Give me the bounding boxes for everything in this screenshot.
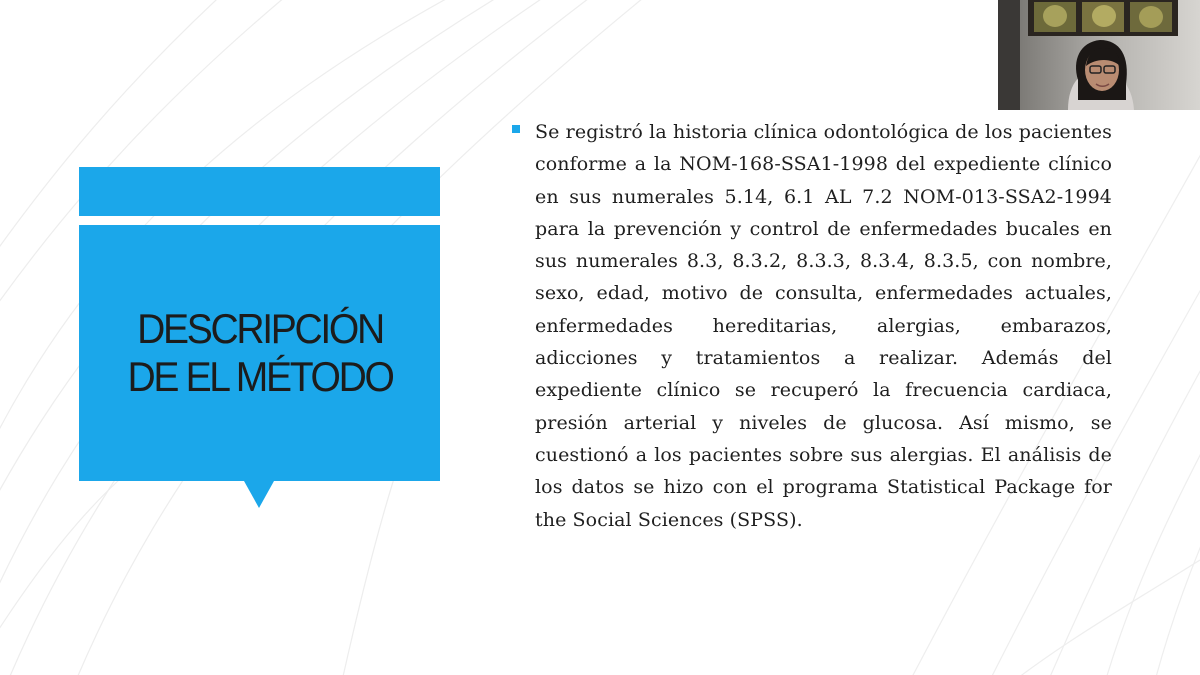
slide-title-line-2: DE EL MÉTODO xyxy=(126,353,393,400)
bullet-text: Se registró la historia clínica odontológica de los pacientes conforme a la NOM-168-SSA1-1998 del expediente clínico en sus numerales 5.14, 6.1 AL 7.2 NOM-013-SSA2-1994 para la prevención y control de enfermedades bucales en sus numerales 8.3, 8.3.2, 8.3.3, 8.3.4, 8.3.5, con nombre, sexo, edad, motivo de consulta, enfermedades actuales, enfermedades hereditarias, alergias, embarazos, adicciones y tratamientos a realizar. Además del expediente clínico se recuperó la frecuencia cardiaca, presión arterial y niveles de glucosa. Así mismo, se cuestionó a los pacientes sobre sus alergias. El análisis de los datos se hizo con el programa Statistical Package for the Social Sciences (SPSS). xyxy=(535,121,1112,531)
presenter-video-image xyxy=(998,0,1200,110)
title-box-pointer xyxy=(244,481,274,508)
slide-title xyxy=(92,305,427,401)
title-accent-strip xyxy=(79,167,440,216)
slide-title-line-1: DESCRIPCIÓN xyxy=(136,305,383,352)
bullet-item xyxy=(512,116,1112,536)
slide-content xyxy=(512,116,1112,536)
webcam-thumbnail xyxy=(998,0,1200,110)
square-bullet-icon xyxy=(512,125,520,133)
title-box xyxy=(79,225,440,481)
